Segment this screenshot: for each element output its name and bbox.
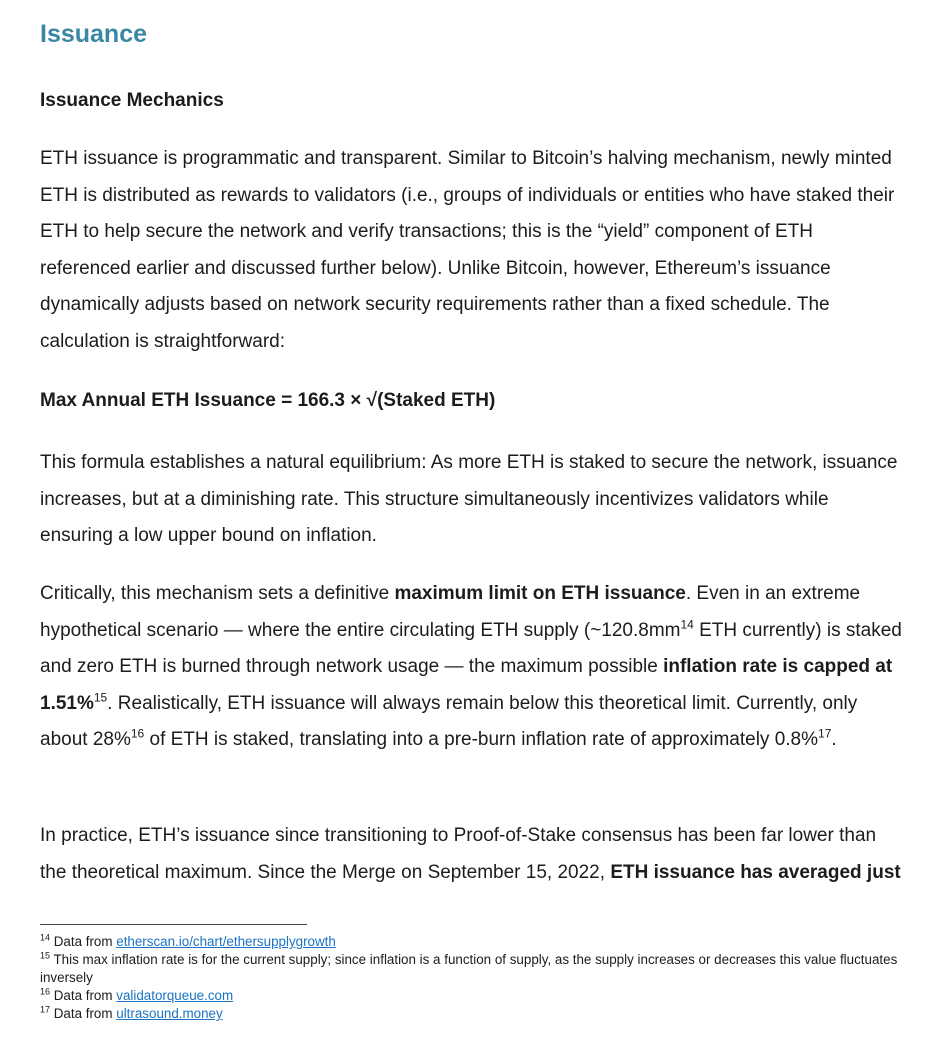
footnote-15 xyxy=(40,951,902,987)
footnotes xyxy=(40,933,902,1023)
paragraph-in-practice xyxy=(40,818,902,891)
bold-max-limit: maximum limit on ETH issuance xyxy=(394,583,686,604)
footnote-16 xyxy=(40,987,902,1005)
issuance-formula: Max Annual ETH Issuance = 166.3 × √(Staked ETH) xyxy=(40,390,496,411)
paragraph-issuance-intro: ETH issuance is programmatic and transparent. Similar to Bitcoin’s halving mechanism, newly minted ETH is distributed as rewards to validators (i.e., groups of individuals or entities who have staked their ETH to help secure the network and verify transactions; this is the “yield” component of ETH referenced earlier and discussed further below). Unlike Bitcoin, however, Ethereum’s issuance dynamically adjusts based on network security requirements rather than a fixed schedule. The calculation is straightforward: xyxy=(40,148,895,352)
footnote-17 xyxy=(40,1005,902,1023)
bold-inflation-cap: inflation rate is capped at 1.51% xyxy=(40,656,893,714)
text-run: . Even in an extreme hypothetical scenario — where the entire circulating ETH supply (~120.8mm xyxy=(40,583,861,641)
section-title: Issuance xyxy=(40,20,148,48)
paragraph-equilibrium: This formula establishes a natural equilibrium: As more ETH is staked to secure the network, issuance increases, but at a diminishing rate. This structure simultaneously incentivizes validators while ensuring a low upper bound on inflation. xyxy=(40,452,898,547)
text-run: ETH currently) is staked and zero ETH is burned through network usage — the maximum possible xyxy=(40,619,902,678)
text-run: In practice, ETH’s issuance since transitioning to Proof-of-Stake consensus has been far lower than the theoretical maximum. Since the Merge on September 15, 2022, xyxy=(40,825,877,883)
footnote-link-etherscan[interactable]: etherscan.io/chart/ethersupplygrowth xyxy=(116,934,336,949)
footnote-ref-16[interactable]: 16 xyxy=(130,727,145,742)
footnote-ref-15[interactable]: 15 xyxy=(93,690,108,705)
text-run: . Realistically, ETH issuance will always remain below this theoretical limit. Currently, only about 28% xyxy=(40,692,858,751)
text-run: of ETH is staked, translating into a pre-burn inflation rate of approximately 0.8% xyxy=(144,729,819,751)
footnote-separator xyxy=(40,924,307,925)
footnote-text: Data from xyxy=(50,988,117,1003)
bold-issuance-averaged: ETH issuance has averaged just xyxy=(610,861,901,883)
footnote-text: Data from xyxy=(50,1006,117,1021)
paragraph-max-limit xyxy=(40,576,902,759)
subsection-title: Issuance Mechanics xyxy=(40,90,224,111)
footnote-number: 16 xyxy=(40,986,51,997)
footnote-link-validatorqueue[interactable]: validatorqueue.com xyxy=(116,988,234,1003)
footnote-text: Data from xyxy=(50,934,117,949)
text-run: Critically, this mechanism sets a definitive xyxy=(40,583,395,604)
footnote-number: 15 xyxy=(40,950,51,961)
footnote-ref-17[interactable]: 17 xyxy=(818,727,832,742)
footnote-link-ultrasound[interactable]: ultrasound.money xyxy=(116,1006,223,1021)
footnote-number: 17 xyxy=(40,1004,51,1015)
text-run: . xyxy=(831,729,837,751)
footnote-number: 14 xyxy=(40,932,51,943)
footnote-14 xyxy=(40,933,902,951)
footnote-text: This max inflation rate is for the current supply; since inflation is a function of supply, as the supply increases or decreases this value fluctuates inversely xyxy=(40,952,898,985)
footnote-ref-14[interactable]: 14 xyxy=(680,617,694,632)
